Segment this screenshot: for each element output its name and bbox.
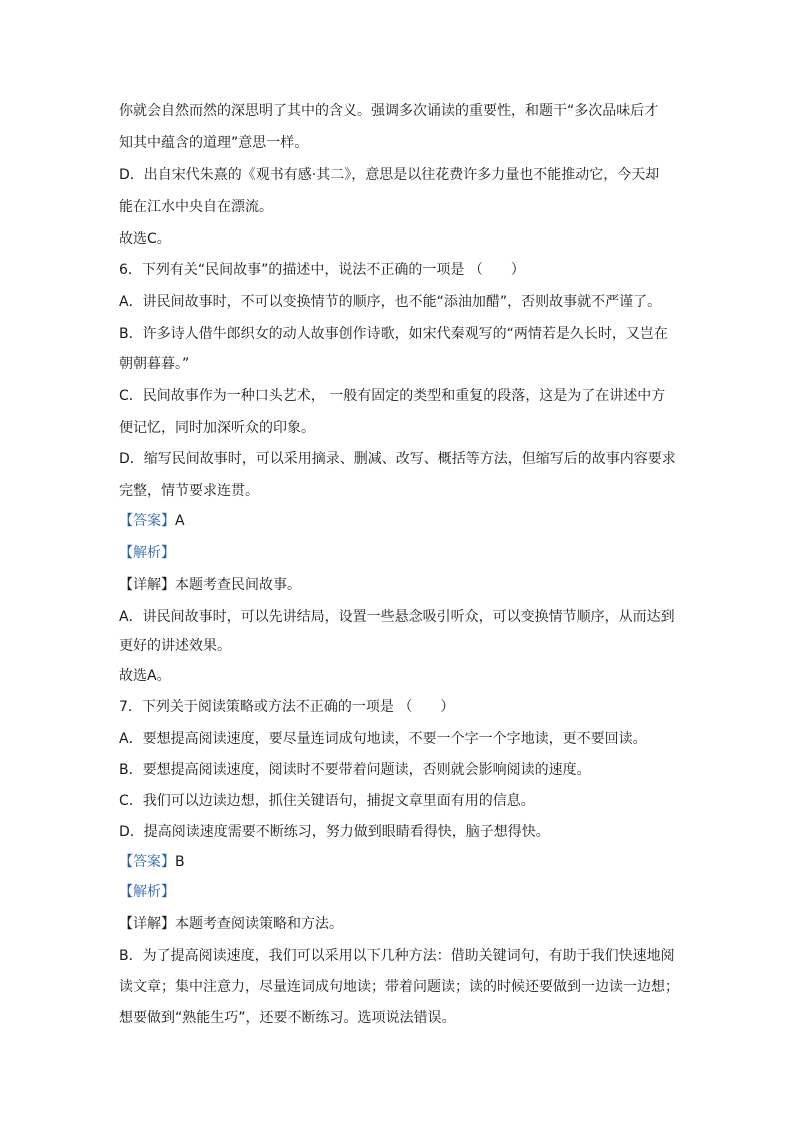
text-line: 朝朝暮暮。”: [119, 356, 190, 372]
text-line: 想要做到“熟能生巧”，还要不断练习。选项说法错误。: [119, 1010, 456, 1026]
analysis-tag: 【解析】: [119, 545, 175, 561]
q6-option-a: A．讲民间故事时，不可以变换情节的顺序，也不能“添油加醋”，否则故事就不严谨了。: [119, 294, 662, 310]
text-line: 完整，情节要求连贯。: [119, 483, 259, 499]
answer-value: B: [175, 854, 185, 870]
text-line: 更好的讲述效果。: [119, 638, 231, 654]
text-line: 你就会自然而然的深思明了其中的含义。强调多次诵读的重要性，和题干“多次品味后才: [119, 103, 659, 119]
answer-value: A: [175, 513, 185, 529]
text-line: 知其中蕴含的道理”意思一样。: [119, 135, 309, 151]
text-line: 能在江水中央自在漂流。: [119, 199, 273, 215]
analysis-tag: 【解析】: [119, 884, 175, 900]
q6-option-d: D．缩写民间故事时，可以采用摘录、删减、改写、概括等方法，但缩写后的故事内容要求: [119, 451, 676, 467]
q7-analysis: [119, 882, 679, 902]
q6-answer: [119, 511, 679, 531]
detail-tag: 【详解】: [119, 916, 175, 932]
text-line: B．为了提高阅读速度，我们可以采用以下几种方法：借助关键词句，有助于我们快速地阅: [119, 948, 675, 964]
detail-text: 本题考查阅读策略和方法。: [175, 916, 343, 932]
text-line: A．讲民间故事时，可以先讲结局，设置一些悬念吸引听众，可以变换情节顺序，从而达到: [119, 609, 675, 625]
q7-option-a: A．要想提高阅读速度，要尽量连词成句地读，不要一个字一个字地读，更不要回读。: [119, 731, 647, 747]
detail-tag: 【详解】: [119, 577, 175, 593]
answer-choice-line: 故选C。: [119, 231, 171, 247]
answer-tag: 【答案】: [119, 513, 175, 529]
text-line: 便记忆，同时加深听众的印象。: [119, 420, 315, 436]
answer-tag: 【答案】: [119, 854, 175, 870]
detail-text: 本题考查民间故事。: [175, 577, 301, 593]
q7-option-c: C．我们可以边读边想，抓住关键语句，捕捉文章里面有用的信息。: [119, 793, 535, 809]
q7-option-d: D．提高阅读速度需要不断练习，努力做到眼睛看得快，脑子想得快。: [119, 824, 550, 840]
q6-option-c: C．民间故事作为一种口头艺术， 一般有固定的类型和重复的段落，这是为了在讲述中方: [119, 388, 666, 404]
q7-detail: [119, 914, 679, 934]
text-line: 读文章；集中注意力，尽量连词成句地读；带着问题读；读的时候还要做到一边读一边想；: [119, 979, 679, 995]
q6-detail: [119, 575, 679, 595]
question-7-stem: 7．下列关于阅读策略或方法不正确的一项是 （ ）: [119, 699, 455, 715]
q7-option-b: B．要想提高阅读速度，阅读时不要带着问题读，否则就会影响阅读的速度。: [119, 762, 591, 778]
q7-answer: [119, 852, 679, 872]
q6-analysis: [119, 543, 679, 563]
answer-choice-line: 故选A。: [119, 668, 171, 684]
option-d-line: D．出自宋代朱熹的《观书有感·其二》，意思是以往花费许多力量也不能推动它，今天却: [119, 167, 660, 183]
question-6-stem: 6．下列有关“民间故事”的描述中，说法不正确的一项是 （ ）: [119, 262, 525, 278]
q6-option-b: B．许多诗人借牛郎织女的动人故事创作诗歌，如宋代秦观写的“两情若是久长时，又岂在: [119, 326, 668, 342]
